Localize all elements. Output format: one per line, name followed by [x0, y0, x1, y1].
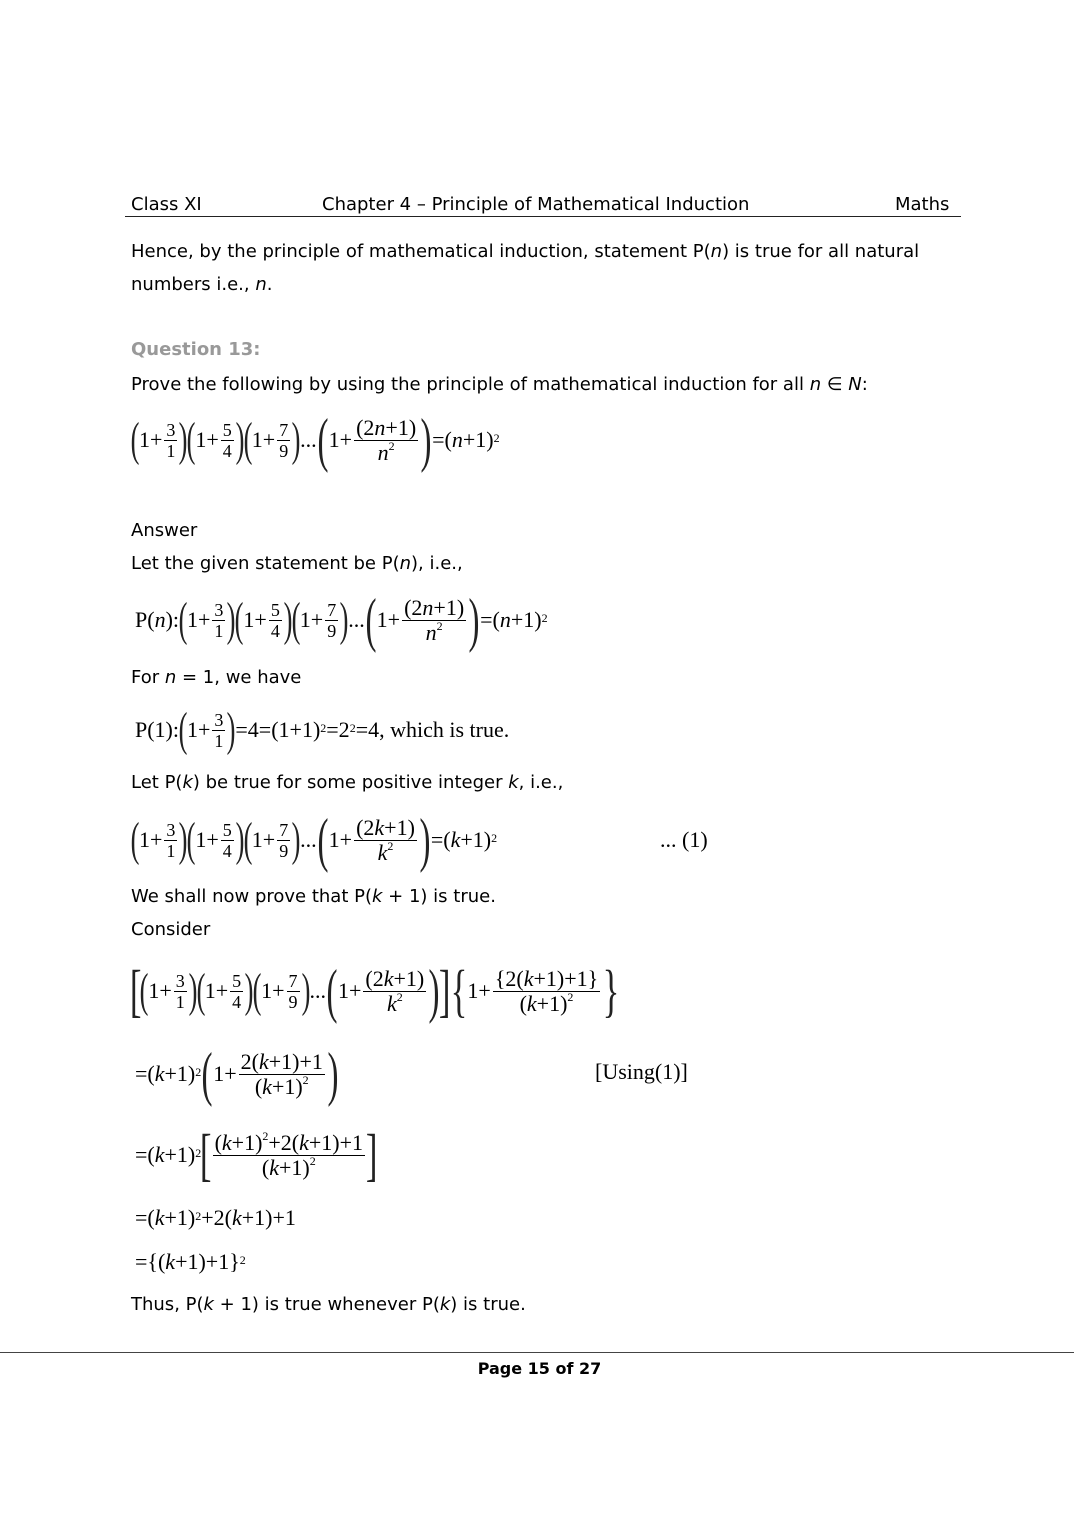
footer-divider	[0, 1352, 1074, 1353]
question-prompt: Prove the following by using the principle of mathematical induction for all n ∈ N:	[131, 374, 868, 395]
question-title: Question 13:	[131, 339, 261, 360]
equation-consider: [ ( 1+ $\frac{3}{1}$ ) ( 1+ $\frac{5}{4}$ ) ( 1+ $\frac{7}{9}$ ) ... ( 1+ $\frac{(2k+1)}{k^2}$ ) ] { 1+ $\frac{\{2(k+1)+1\}}{(k+1)^2}$ }	[129, 958, 620, 1024]
answer-prove-line: We shall now prove that P(k + 1) is true.	[131, 886, 496, 907]
answer-pk-line: Let P(k) be true for some positive integer k, i.e.,	[131, 772, 564, 793]
equation-pn: P( n ): ( 1+ $\frac{3}{1}$ ) ( 1+ $\frac{5}{4}$ ) ( 1+ $\frac{7}{9}$ ) ... ( 1+ $\frac{(2n+1)}{n^2}$ ) =( n +1) $^2$	[135, 587, 548, 653]
header-subject: Maths	[895, 194, 950, 215]
equation-pk: ( 1+ $\frac{3}{1}$ ) ( 1+ $\frac{5}{4}$ ) ( 1+ $\frac{7}{9}$ ) ... ( 1+ $\frac{(2k+1)}{k^2}$ ) =( k +1) $^2$	[130, 807, 498, 873]
answer-n1-line: For n = 1, we have	[131, 667, 302, 688]
equation-step-3: =( k +1) $^2$ +2( k +1)+1	[135, 1205, 296, 1230]
equation-p1: P(1): ( 1+ $\frac{3}{1}$ ) =4=(1+1) $^2$ =2 $^2$ =4, which is true.	[135, 703, 510, 756]
answer-conclusion: Thus, P(k + 1) is true whenever P(k) is true.	[131, 1294, 526, 1315]
header-chapter-title: Chapter 4 – Principle of Mathematical Induction	[322, 194, 750, 215]
answer-consider-line: Consider	[131, 919, 211, 940]
header-class: Class XI	[131, 194, 202, 215]
intro-line-1: Hence, by the principle of mathematical induction, statement P(n) is true for all natural	[131, 241, 920, 262]
equation-step-4: ={( k +1)+1} $^2$	[135, 1249, 246, 1274]
answer-heading: Answer	[131, 520, 198, 541]
page-number: Page 15 of 27	[477, 1359, 602, 1378]
intro-line-2: numbers i.e., n.	[131, 274, 273, 295]
equation-step-1-note: [Using(1)]	[595, 1059, 688, 1084]
equation-step-1: =( k +1) $^2$ ( 1+ $\frac{2(k+1)+1}{(k+1)^2}$ )	[135, 1041, 339, 1107]
equation-step-2: =( k +1) $^2$ [ $\frac{(k+1)^2+2(k+1)+1}{(k+1)^2}$ ]	[135, 1122, 378, 1187]
equation-p1-tail: which is true.	[390, 717, 510, 742]
header-divider	[125, 216, 961, 217]
equation-pk-label: ... (1)	[660, 827, 708, 852]
question-equation: ( 1+ $\frac{3}{1}$ ) ( 1+ $\frac{5}{4}$ ) ( 1+ $\frac{7}{9}$ ) ... ( 1+ $\frac{(2n+1)}{n^2}$ ) =( n +1) $^2$	[130, 407, 500, 473]
answer-statement-line: Let the given statement be P(n), i.e.,	[131, 553, 463, 574]
